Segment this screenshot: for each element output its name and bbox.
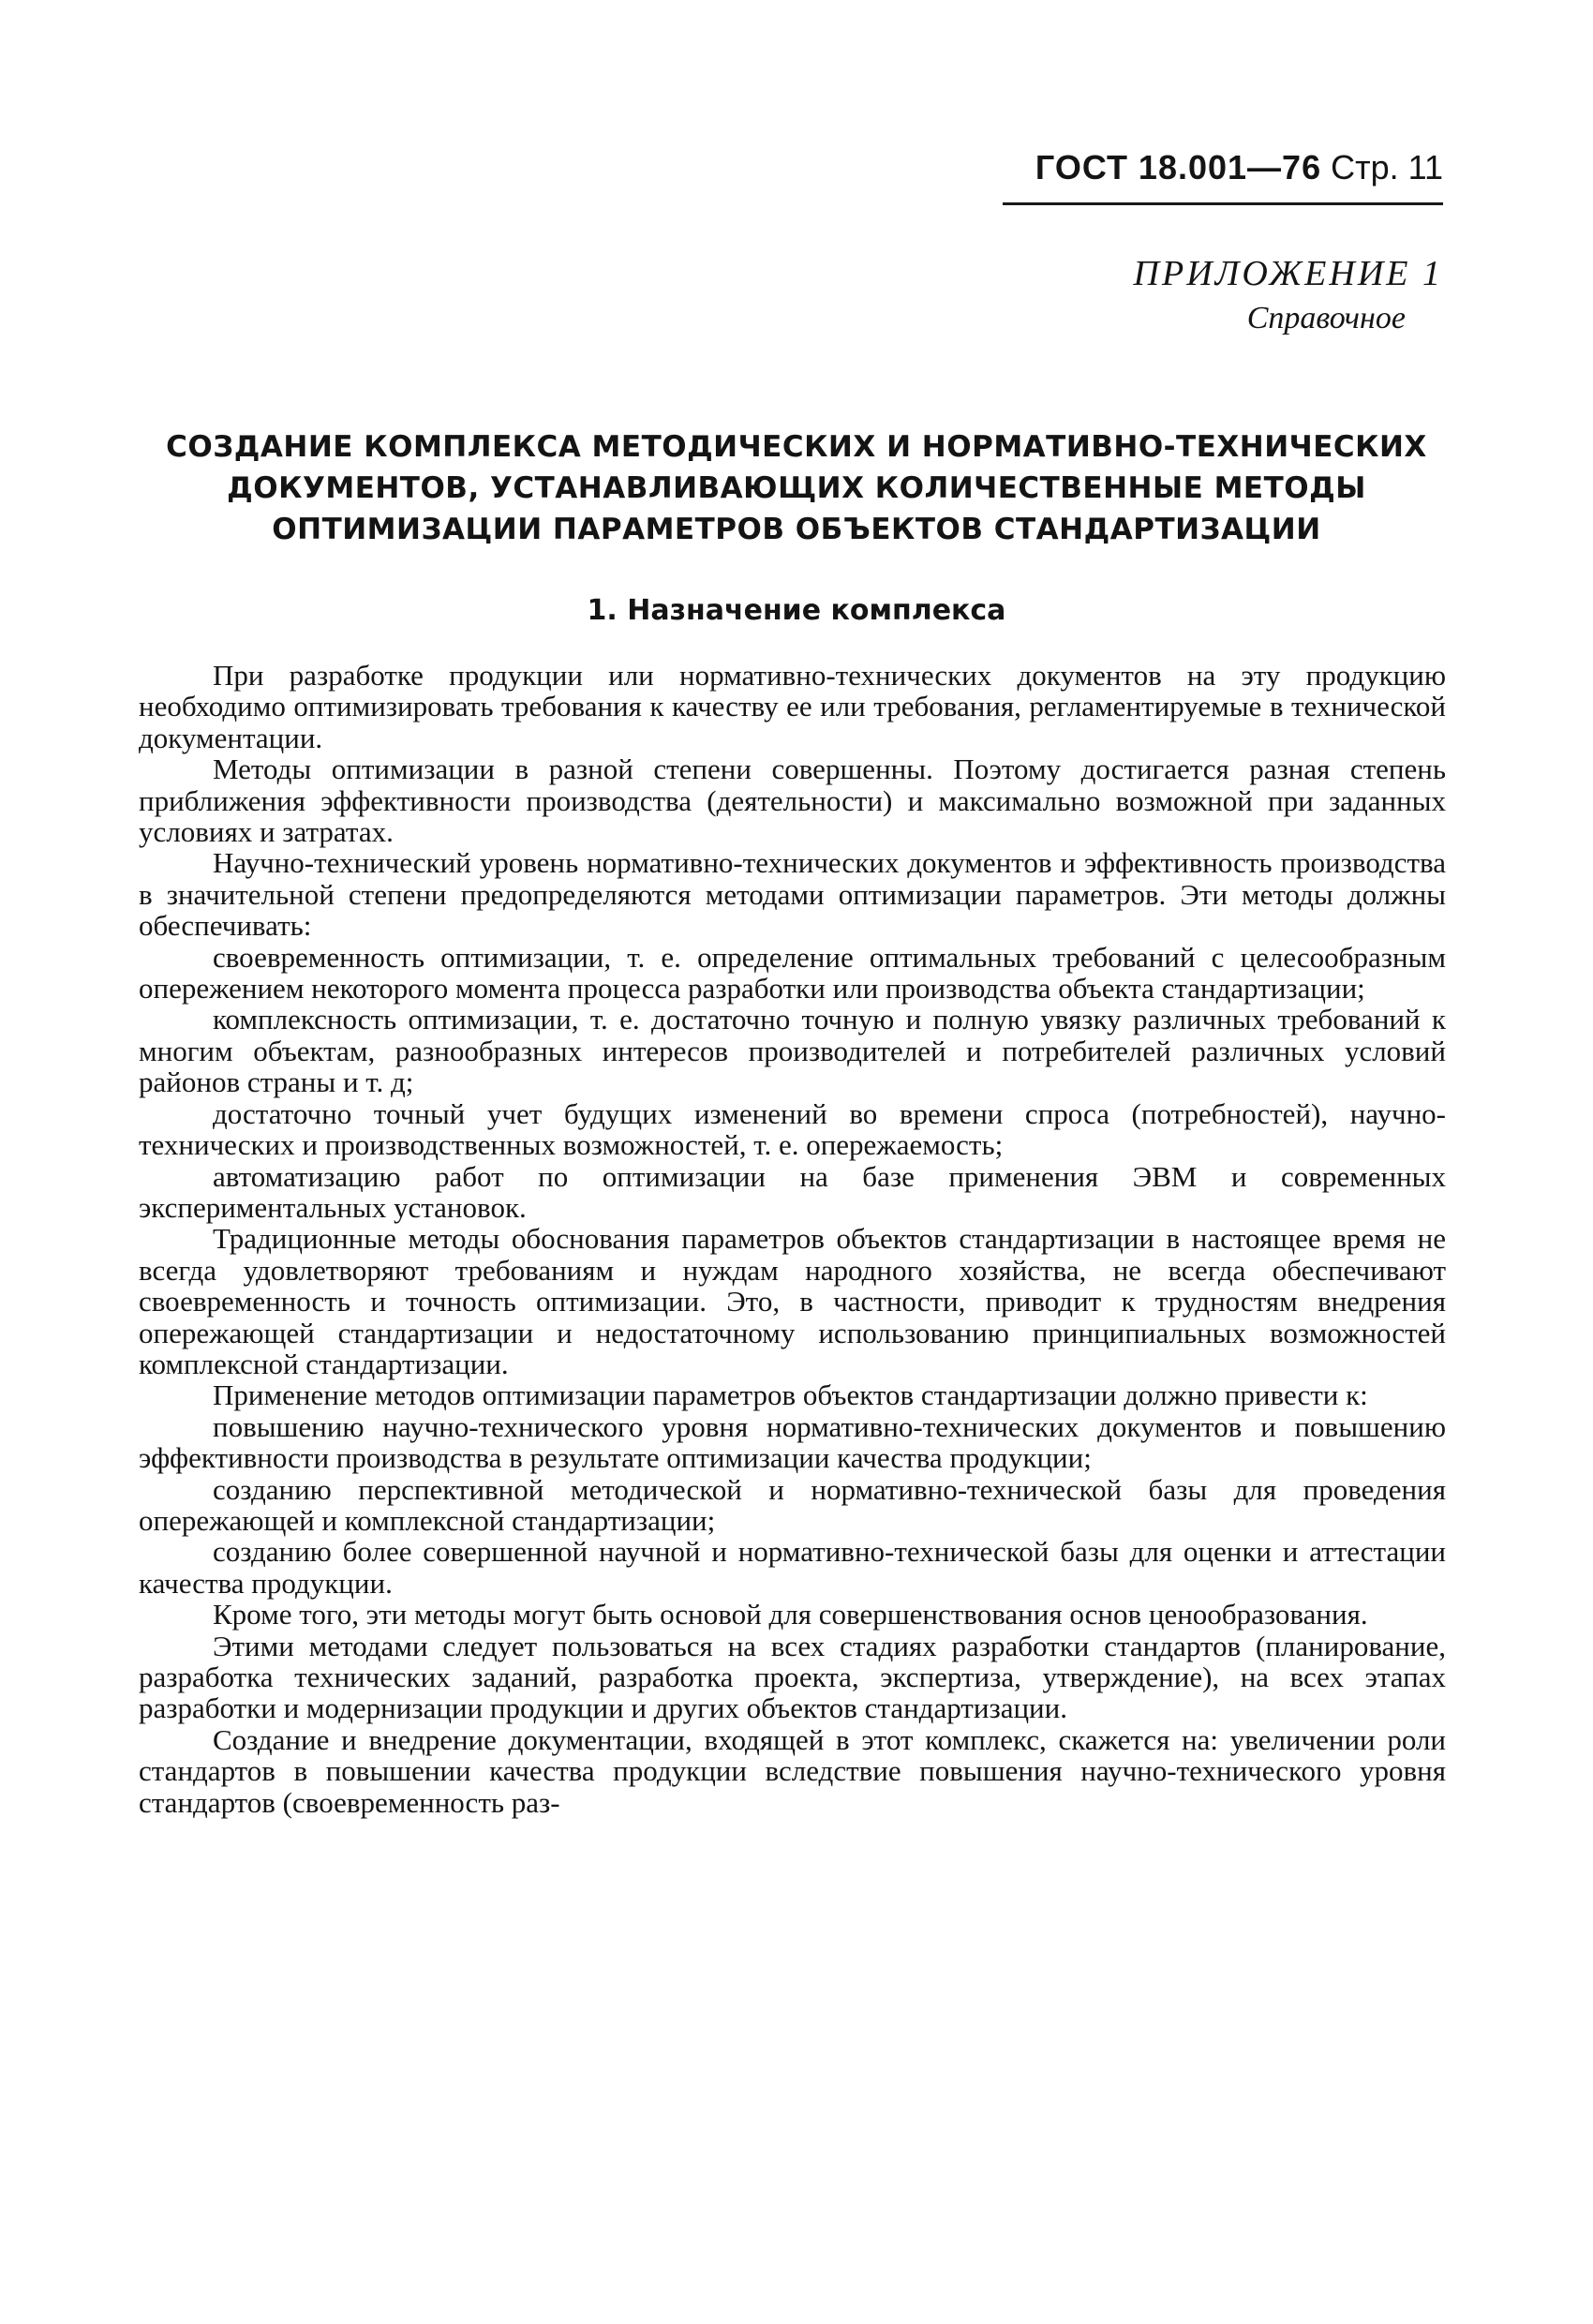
paragraph: Традиционные методы обоснования параметров объектов стандартизации в настоящее время не всегда удовлетворяют требованиям и нуждам народного хозяйства, не всегда обеспечивают своевременность и точность оптимизации. Это, в частности, приводит к трудностям внедрения опережающей стандартизации и недостаточному использованию принципиальных возможностей комплексной стандартизации.: [139, 1222, 1446, 1380]
paragraph: Методы оптимизации в разной степени совершенны. Поэтому достигается разная степень приближения эффективности производства (деятельности) и максимально возможной при заданных условиях и затратах.: [139, 752, 1446, 849]
title-line: ДОКУМЕНТОВ, УСТАНАВЛИВАЮЩИХ КОЛИЧЕСТВЕННЫЕ МЕТОДЫ: [227, 471, 1366, 505]
paragraph: Кроме того, эти методы могут быть основой для совершенствования основ ценообразования.: [213, 1598, 1368, 1631]
list-item: автоматизацию работ по оптимизации на базе применения ЭВМ и современных экспериментальных установок.: [139, 1159, 1446, 1224]
title-line: ОПТИМИЗАЦИИ ПАРАМЕТРОВ ОБЪЕКТОВ СТАНДАРТИЗАЦИИ: [272, 513, 1321, 546]
header-rule: [1003, 202, 1443, 205]
document-title: [150, 426, 1443, 550]
list-item: созданию перспективной методической и нормативно-технической базы для проведения опережающей и комплексной стандартизации;: [139, 1472, 1446, 1537]
section-heading: 1. Назначение комплекса: [587, 594, 1006, 627]
list-item: повышению научно-технического уровня нормативно-технических документов и повышению эффективности производства в результате оптимизации качества продукции;: [139, 1409, 1446, 1475]
appendix-label: [1134, 251, 1443, 341]
paragraph: Научно-технический уровень нормативно-технических документов и эффективность производства в значительной степени предопределяются методами оптимизации параметров. Эти методы должны обеспечивать:: [139, 846, 1446, 943]
paragraph: Применение методов оптимизации параметров объектов стандартизации должно привести к:: [213, 1378, 1368, 1412]
title-line: СОЗДАНИЕ КОМПЛЕКСА МЕТОДИЧЕСКИХ И НОРМАТИВНО-ТЕХНИЧЕСКИХ: [166, 430, 1427, 464]
list-item: созданию более совершенной научной и нормативно-технической базы для оценки и аттестации качества продукции.: [139, 1535, 1446, 1600]
paragraph: Этими методами следует пользоваться на всех стадиях разработки стандартов (планирование, разработка технических заданий, разработка проекта, экспертиза, утверждение), на всех этапах разработки и модернизации продукции и других объектов стандартизации.: [139, 1629, 1446, 1725]
paragraph: Создание и внедрение документации, входящей в этот комплекс, скажется на: увеличении роли стандартов в повышении качества продукции вследствие повышения научно-технического уровня стандартов (своевременность раз-: [139, 1722, 1446, 1819]
page-header: [1035, 148, 1443, 187]
standard-number: ГОСТ 18.001—76: [1035, 148, 1322, 186]
appendix-title: ПРИЛОЖЕНИЕ 1: [1133, 254, 1443, 293]
appendix-kind: Справочное: [1246, 301, 1406, 335]
list-item: своевременность оптимизации, т. е. определение оптимальных требований с целесообразным опережением некоторого момента процесса разработки или производства объекта стандартизации;: [139, 940, 1446, 1006]
page-number: Стр. 11: [1331, 148, 1443, 186]
list-item: комплексность оптимизации, т. е. достаточно точную и полную увязку различных требований к многим объектам, разнообразных интересов производителей и потребителей различных условий районов страны и т. д;: [139, 1003, 1446, 1099]
body-text: [139, 660, 1446, 1818]
paragraph: При разработке продукции или нормативно-технических документов на эту продукцию необходимо оптимизировать требования к качеству ее или требования, регламентируемые в технической документации.: [139, 659, 1446, 754]
list-item: достаточно точный учет будущих изменений во времени спроса (потребностей), научно-технических и производственных возможностей, т. е. опережаемость;: [139, 1096, 1446, 1162]
